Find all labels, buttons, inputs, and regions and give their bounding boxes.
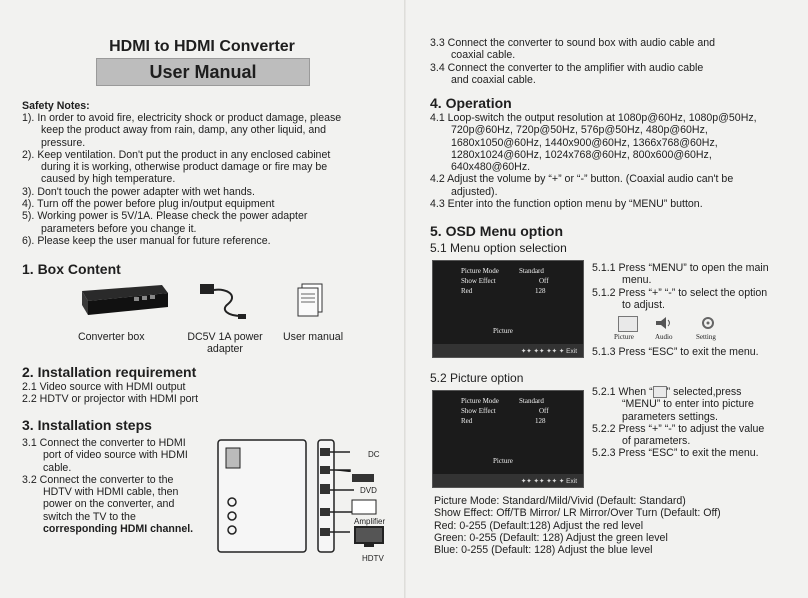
connection-diagram xyxy=(214,438,390,566)
audio-icon-label: Audio xyxy=(655,333,673,341)
right-page xyxy=(404,0,808,598)
picture-parameters: Picture Mode: Standard/Mild/Vivid (Default: Standard) Show Effect: Off/TB Mirror/ LR Mirror/Over Turn (Default: Off) Red: 0-255 (Default:128) Adjust the red level Green: 0-255 (Default: 128) Adjust the green level Blue: 0-255 (Default: 128) Adjust the blue level xyxy=(434,495,721,557)
safety-heading: Safety Notes: xyxy=(22,100,90,112)
installation-steps-continued: 3.3 Connect the converter to sound box with audio cable and coaxial cable. 3.4 Connect the converter to the amplifier with audio cable and coaxial cable. xyxy=(430,37,716,86)
picture-option-steps: 5.2.1 When “ ” selected,press “MENU” to enter into picture parameters settings. 5.2.2 Press “+” “-” to adjust the value of parameters. 5.2.3 Press “ESC” to exit the menu. xyxy=(592,386,765,460)
installation-steps: 3.1 Connect the converter to HDMI port of video source with HDMI cable. 3.2 Connect the converter to the HDTV with HDMI cable, then power on the converter, and switch the TV to the corresponding HDMI channel. xyxy=(22,437,194,536)
amplifier-label: Amplifier xyxy=(354,517,386,526)
menu-selection-heading: 5.1 Menu option selection xyxy=(430,241,567,255)
picture-option-heading: 5.2 Picture option xyxy=(430,371,524,385)
menu-selection-exit: 5.1.3 Press “ESC” to exit the menu. xyxy=(592,346,759,358)
operation-heading: 4. Operation xyxy=(430,95,512,111)
audio-icon xyxy=(654,316,674,330)
installation-steps-heading: 3. Installation steps xyxy=(22,417,152,433)
osd-bottom-bar: ✦✦ ✦✦ ✦✦ ✦ Exit xyxy=(433,474,583,487)
osd-picture-screen: Picture Mode Standard Show Effect Off Red 128 Picture ✦✦ ✦✦ ✦✦ ✦ Exit xyxy=(432,390,584,488)
converter-box-label: Converter box xyxy=(78,331,145,343)
osd-menu-screen: Picture Mode Standard Show Effect Off Red 128 Picture ✦✦ ✦✦ ✦✦ ✦ Exit xyxy=(432,260,584,358)
menu-selection-steps: 5.1.1 Press “MENU” to open the main menu. 5.1.2 Press “+” “-” to select the option to adjust. xyxy=(592,262,769,311)
installation-requirements: 2.1 Video source with HDMI output 2.2 HDTV or projector with HDMI port xyxy=(22,381,199,406)
hdtv-label: HDTV xyxy=(362,554,384,563)
document-title: HDMI to HDMI Converter xyxy=(109,38,295,55)
user-manual-label: User manual xyxy=(283,331,344,343)
dc-label: DC xyxy=(368,450,380,459)
converter-box-image xyxy=(74,283,170,317)
power-adapter-label: DC5V 1A power adapter xyxy=(187,331,263,356)
setting-icon-label: Setting xyxy=(696,333,716,341)
osd-menu-heading: 5. OSD Menu option xyxy=(430,223,563,239)
installation-requirement-heading: 2. Installation requirement xyxy=(22,364,197,380)
box-content-heading: 1. Box Content xyxy=(22,261,121,277)
user-manual-image xyxy=(296,282,326,318)
picture-icon-inline xyxy=(653,386,667,398)
safety-notes: 1). In order to avoid fire, electricity shock or product damage, please keep the product away from rain, damp, any other liquid, and pressure. 2). Keep ventilation. Don't put the product in any enclosed cabinet during it is working, otherwise product damage or fire may be caused by high temperature. 3). Don't touch the power adapter with wet hands. 4). Turn off the power before plug in/output equipment 5). Working power is 5V/1A. Please check the power adapter parameters before you change it. 6). Please keep the user manual for future reference. xyxy=(22,112,342,247)
power-adapter-image xyxy=(198,282,248,324)
picture-icon xyxy=(618,316,638,332)
picture-icon-label: Picture xyxy=(614,333,634,341)
user-manual-banner: User Manual xyxy=(96,58,310,86)
setting-icon xyxy=(700,316,716,330)
dvd-label: DVD xyxy=(360,486,377,495)
osd-bottom-bar: ✦✦ ✦✦ ✦✦ ✦ Exit xyxy=(433,344,583,357)
operation-steps: 4.1 Loop-switch the output resolution at 1080p@60Hz, 1080p@50Hz, 720p@60Hz, 720p@50Hz, 576p@50Hz, 480p@60Hz, 1680x1050@60Hz, 1440x900@60Hz, 1366x768@60Hz, 1280x1024@60Hz, 1024x768@60Hz, 800x600@60Hz, 640x480@60Hz. 4.2 Adjust the volume by “+” or “-” button. (Coaxial audio can't be adjusted). 4.3 Enter into the function option menu by “MENU” button. xyxy=(430,112,757,211)
